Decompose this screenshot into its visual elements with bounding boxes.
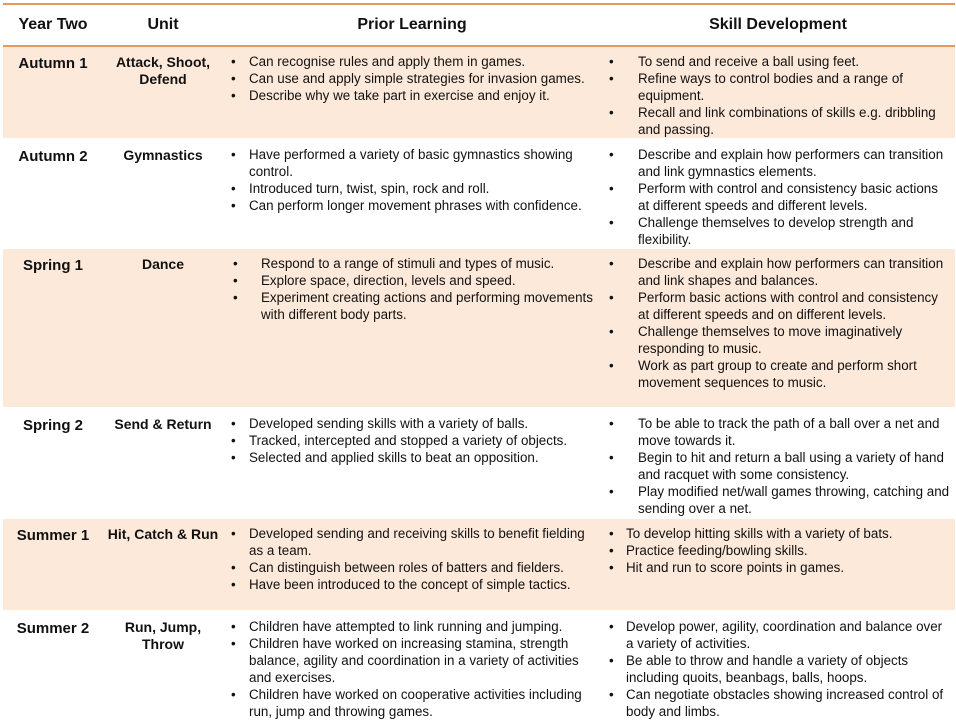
list-item: • Begin to hit and return a ball using a variety of hand and racquet with some consistency. (601, 449, 951, 483)
term-cell: Spring 2 (22, 417, 83, 434)
list-item: • Describe and explain how performers can transition and link shapes and balances. (601, 255, 951, 289)
table-row (3, 519, 955, 612)
list-item: • Children have attempted to link running and jumping. (223, 618, 597, 635)
list-item: • To develop hitting skills with a variety of bats. (601, 525, 951, 542)
list-item: • Refine ways to control bodies and a range of equipment. (601, 70, 951, 104)
prior-learning-list (223, 47, 601, 138)
list-item: • Experiment creating actions and performing movements with different body parts. (223, 289, 597, 323)
list-item: • Develop power, agility, coordination and balance over a variety of activities. (601, 618, 951, 652)
term-cell: Spring 1 (22, 257, 83, 274)
unit-cell: Hit, Catch & Run (107, 526, 219, 542)
list-item: • Can perform longer movement phrases with confidence. (223, 197, 597, 214)
table-row (3, 140, 955, 249)
list-item: • Perform basic actions with control and consistency at different speeds and on different levels. (601, 289, 951, 323)
list-item: • Developed sending skills with a variety of balls. (223, 415, 597, 432)
list-item: • Perform with control and consistency basic actions at different speeds and different levels. (601, 180, 951, 214)
list-item: • Play modified net/wall games throwing, catching and sending over a net. (601, 483, 951, 517)
list-item: • Respond to a range of stimuli and types of music. (223, 255, 597, 272)
unit-cell: Send & Return (114, 416, 212, 432)
list-item: • Explore space, direction, levels and speed. (223, 272, 597, 289)
skill-development-list (601, 519, 955, 610)
list-item: • Children have worked on increasing stamina, strength balance, agility and coordination in a variety of activities and exercises. (223, 635, 597, 686)
unit-cell: Attack, Shoot, Defend (115, 54, 211, 87)
skill-development-list (601, 140, 955, 247)
skill-development-list (601, 47, 955, 138)
list-item: • Work as part group to create and perform short movement sequences to music. (601, 357, 951, 391)
list-item: • Hit and run to score points in games. (601, 559, 951, 576)
list-item: • Have been introduced to the concept of simple tactics. (223, 576, 597, 593)
unit-cell: Gymnastics (123, 147, 203, 163)
table-row (3, 47, 955, 140)
list-item: • Can distinguish between roles of batters and fielders. (223, 559, 597, 576)
list-item: • Challenge themselves to develop strength and flexibility. (601, 214, 951, 248)
skill-development-list (601, 249, 955, 407)
unit-cell: Run, Jump, Throw (124, 619, 202, 652)
skill-development-list (601, 409, 955, 517)
curriculum-table (3, 3, 955, 720)
list-item: • Be able to throw and handle a variety of objects including quoits, beanbags, balls, hoops. (601, 652, 951, 686)
header-unit: Unit (147, 16, 179, 33)
list-item: • Challenge themselves to move imaginatively responding to music. (601, 323, 951, 357)
list-item: • To send and receive a ball using feet. (601, 53, 951, 70)
list-item: • Introduced turn, twist, spin, rock and roll. (223, 180, 597, 197)
unit-cell: Dance (141, 256, 185, 272)
skill-development-list (601, 612, 955, 718)
list-item: • Describe why we take part in exercise and enjoy it. (223, 87, 597, 104)
table-header (3, 5, 955, 47)
prior-learning-list (223, 140, 601, 247)
list-item: • Tracked, intercepted and stopped a variety of objects. (223, 432, 597, 449)
header-skill-development: Skill Development (709, 16, 847, 33)
term-cell: Autumn 1 (18, 55, 88, 72)
header-year: Year Two (18, 16, 88, 33)
list-item: • Describe and explain how performers can transition and link gymnastics elements. (601, 146, 951, 180)
list-item: • Children have worked on cooperative activities including run, jump and throwing games. (223, 686, 597, 720)
list-item: • Have performed a variety of basic gymnastics showing control. (223, 146, 597, 180)
list-item: • Practice feeding/bowling skills. (601, 542, 951, 559)
prior-learning-list (223, 612, 601, 718)
table-row (3, 409, 955, 519)
list-item: • Developed sending and receiving skills to benefit fielding as a team. (223, 525, 597, 559)
term-cell: Summer 1 (16, 527, 90, 544)
table-row (3, 612, 955, 720)
list-item: • Can use and apply simple strategies for invasion games. (223, 70, 597, 87)
prior-learning-list (223, 249, 601, 407)
list-item: • Can recognise rules and apply them in games. (223, 53, 597, 70)
list-item: • Recall and link combinations of skills e.g. dribbling and passing. (601, 104, 951, 138)
prior-learning-list (223, 519, 601, 610)
term-cell: Autumn 2 (18, 148, 88, 165)
term-cell: Summer 2 (16, 620, 90, 637)
list-item: • Can negotiate obstacles showing increased control of body and limbs. (601, 686, 951, 720)
header-prior-learning: Prior Learning (357, 16, 467, 33)
table-row (3, 249, 955, 409)
list-item: • Selected and applied skills to beat an opposition. (223, 449, 597, 466)
prior-learning-list (223, 409, 601, 517)
list-item: • To be able to track the path of a ball over a net and move towards it. (601, 415, 951, 449)
